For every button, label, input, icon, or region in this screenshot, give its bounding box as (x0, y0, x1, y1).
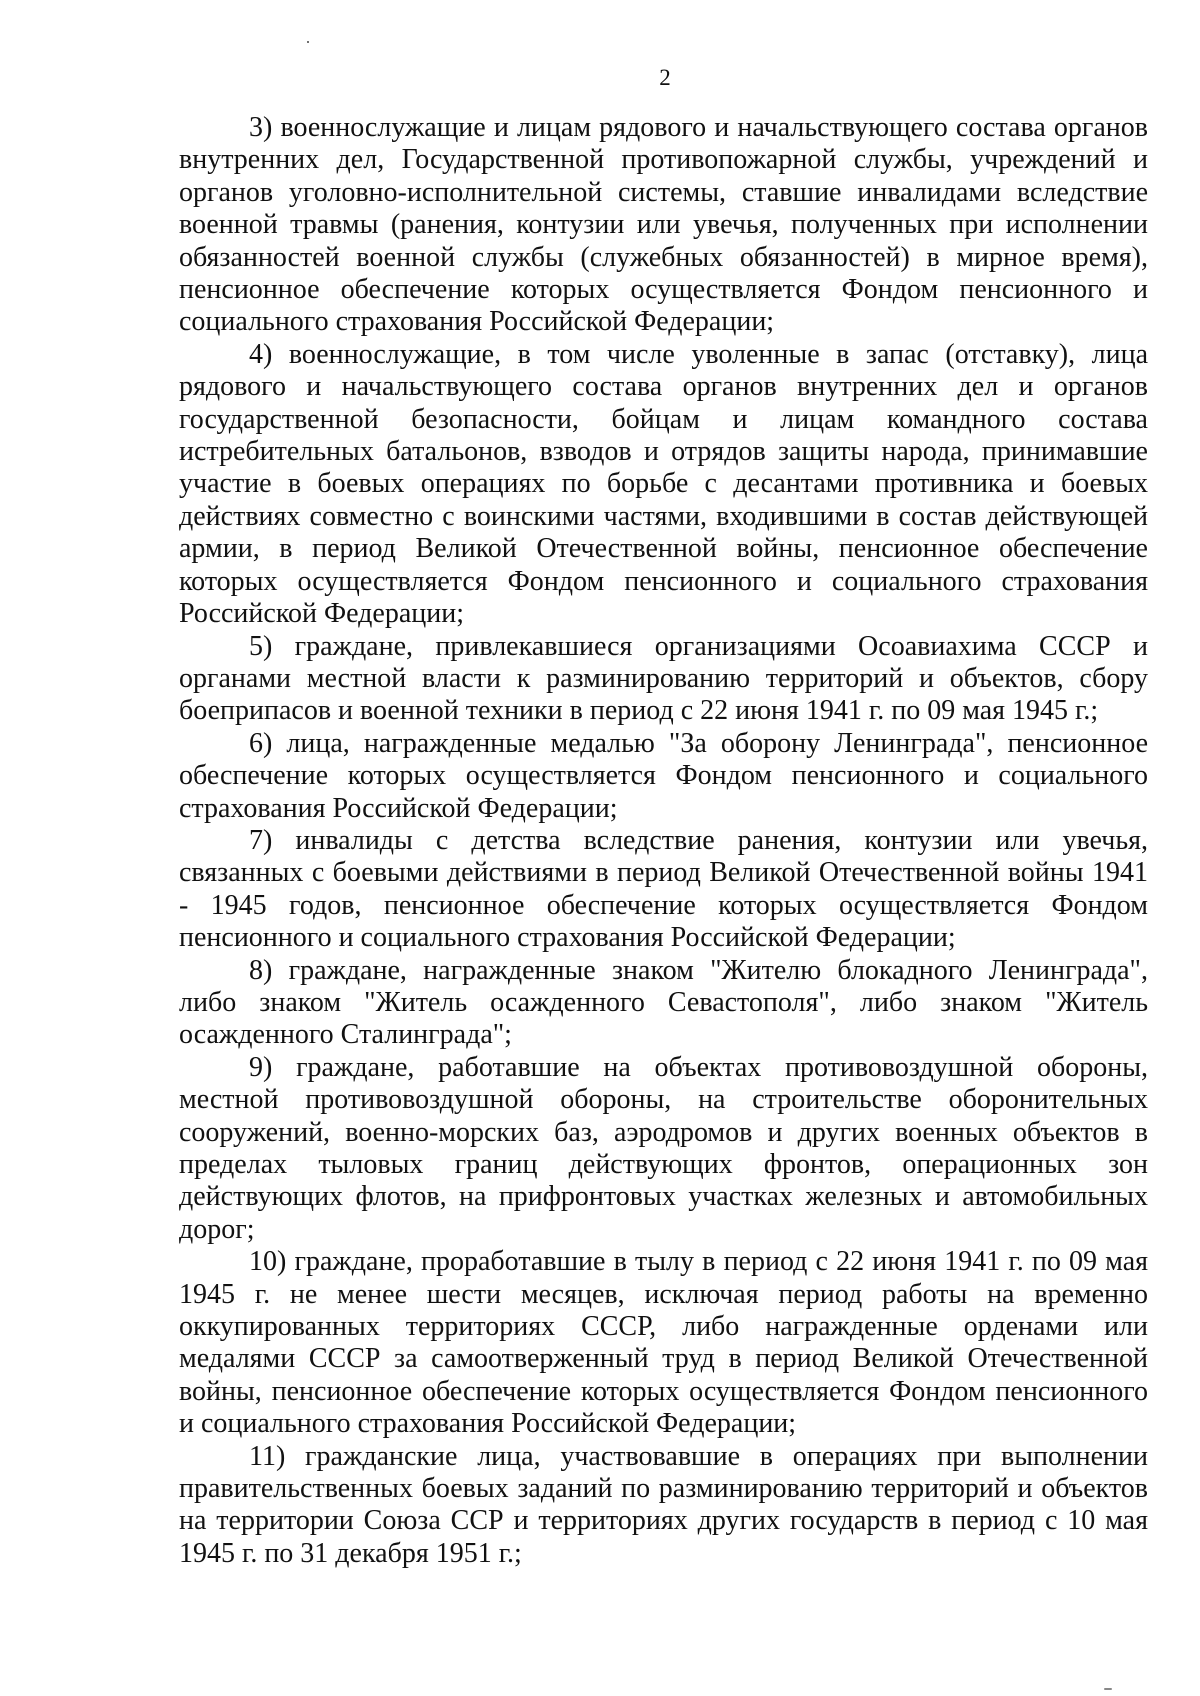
scan-speck (1104, 1688, 1112, 1690)
paragraph-item-9: 9) граждане, работавшие на объектах противовоздушной обороны, местной противовоздушной обороны, на строительстве оборонительных сооружений, военно-морских баз, аэродромов и других военных объектов в пределах тыловых границ действующих фронтов, операционных зон действующих флотов, на прифронтовых участках железных и автомобильных дорог; (179, 1051, 1148, 1245)
paragraph-item-4: 4) военнослужащие, в том числе уволенные в запас (отставку), лица рядового и начальствующего состава органов внутренних дел и органов государственной безопасности, бойцам и лицам командного состава истребительных батальонов, взводов и отрядов защиты народа, принимавшие участие в боевых операциях по борьбе с десантами противника и боевых действиях совместно с воинскими частями, входившими в состав действующей армии, в период Великой Отечественной войны, пенсионное обеспечение которых осуществляется Фондом пенсионного и социального страхования Российской Федерации; (179, 338, 1148, 630)
paragraph-item-5: 5) граждане, привлекавшиеся организациями Осоавиахима СССР и органами местной власти к разминированию территорий и объектов, сбору боеприпасов и военной техники в период с 22 июня 1941 г. по 09 мая 1945 г.; (179, 630, 1148, 727)
paragraph-item-8: 8) граждане, награжденные знаком "Жителю блокадного Ленинграда", либо знаком "Житель осажденного Севастополя", либо знаком "Житель осажденного Сталинграда"; (179, 954, 1148, 1051)
paragraph-item-3: 3) военнослужащие и лицам рядового и начальствующего состава органов внутренних дел, Государственной противопожарной службы, учреждений и органов уголовно-исполнительной системы, ставшие инвалидами вследствие военной травмы (ранения, контузии или увечья, полученных при исполнении обязанностей военной службы (служебных обязанностей) в мирное время), пенсионное обеспечение которых осуществляется Фондом пенсионного и социального страхования Российской Федерации; (179, 112, 1148, 338)
paragraph-item-6: 6) лица, награжденные медалью "За оборону Ленинграда", пенсионное обеспечение которых осуществляется Фондом пенсионного и социального страхования Российской Федерации; (179, 727, 1148, 824)
paragraph-item-10: 10) граждане, проработавшие в тылу в период с 22 июня 1941 г. по 09 мая 1945 г. не менее шести месяцев, исключая период работы на временно оккупированных территориях СССР, либо награжденные орденами или медалями СССР за самоотверженный труд в период Великой Отечественной войны, пенсионное обеспечение которых осуществляется Фондом пенсионного и социального страхования Российской Федерации; (179, 1246, 1148, 1440)
paragraph-item-7: 7) инвалиды с детства вследствие ранения, контузии или увечья, связанных с боевыми действиями в период Великой Отечественной войны 1941 - 1945 годов, пенсионное обеспечение которых осуществляется Фондом пенсионного и социального страхования Российской Федерации; (179, 824, 1148, 954)
scan-speck (307, 41, 309, 43)
page-number: 2 (659, 65, 671, 90)
paragraph-item-11: 11) гражданские лица, участвовавшие в операциях при выполнении правительственных боевых заданий по разминированию территорий и объектов на территории Союза ССР и территориях других государств в период с 10 мая 1945 г. по 31 декабря 1951 г.; (179, 1440, 1148, 1569)
document-body (179, 112, 1148, 1570)
